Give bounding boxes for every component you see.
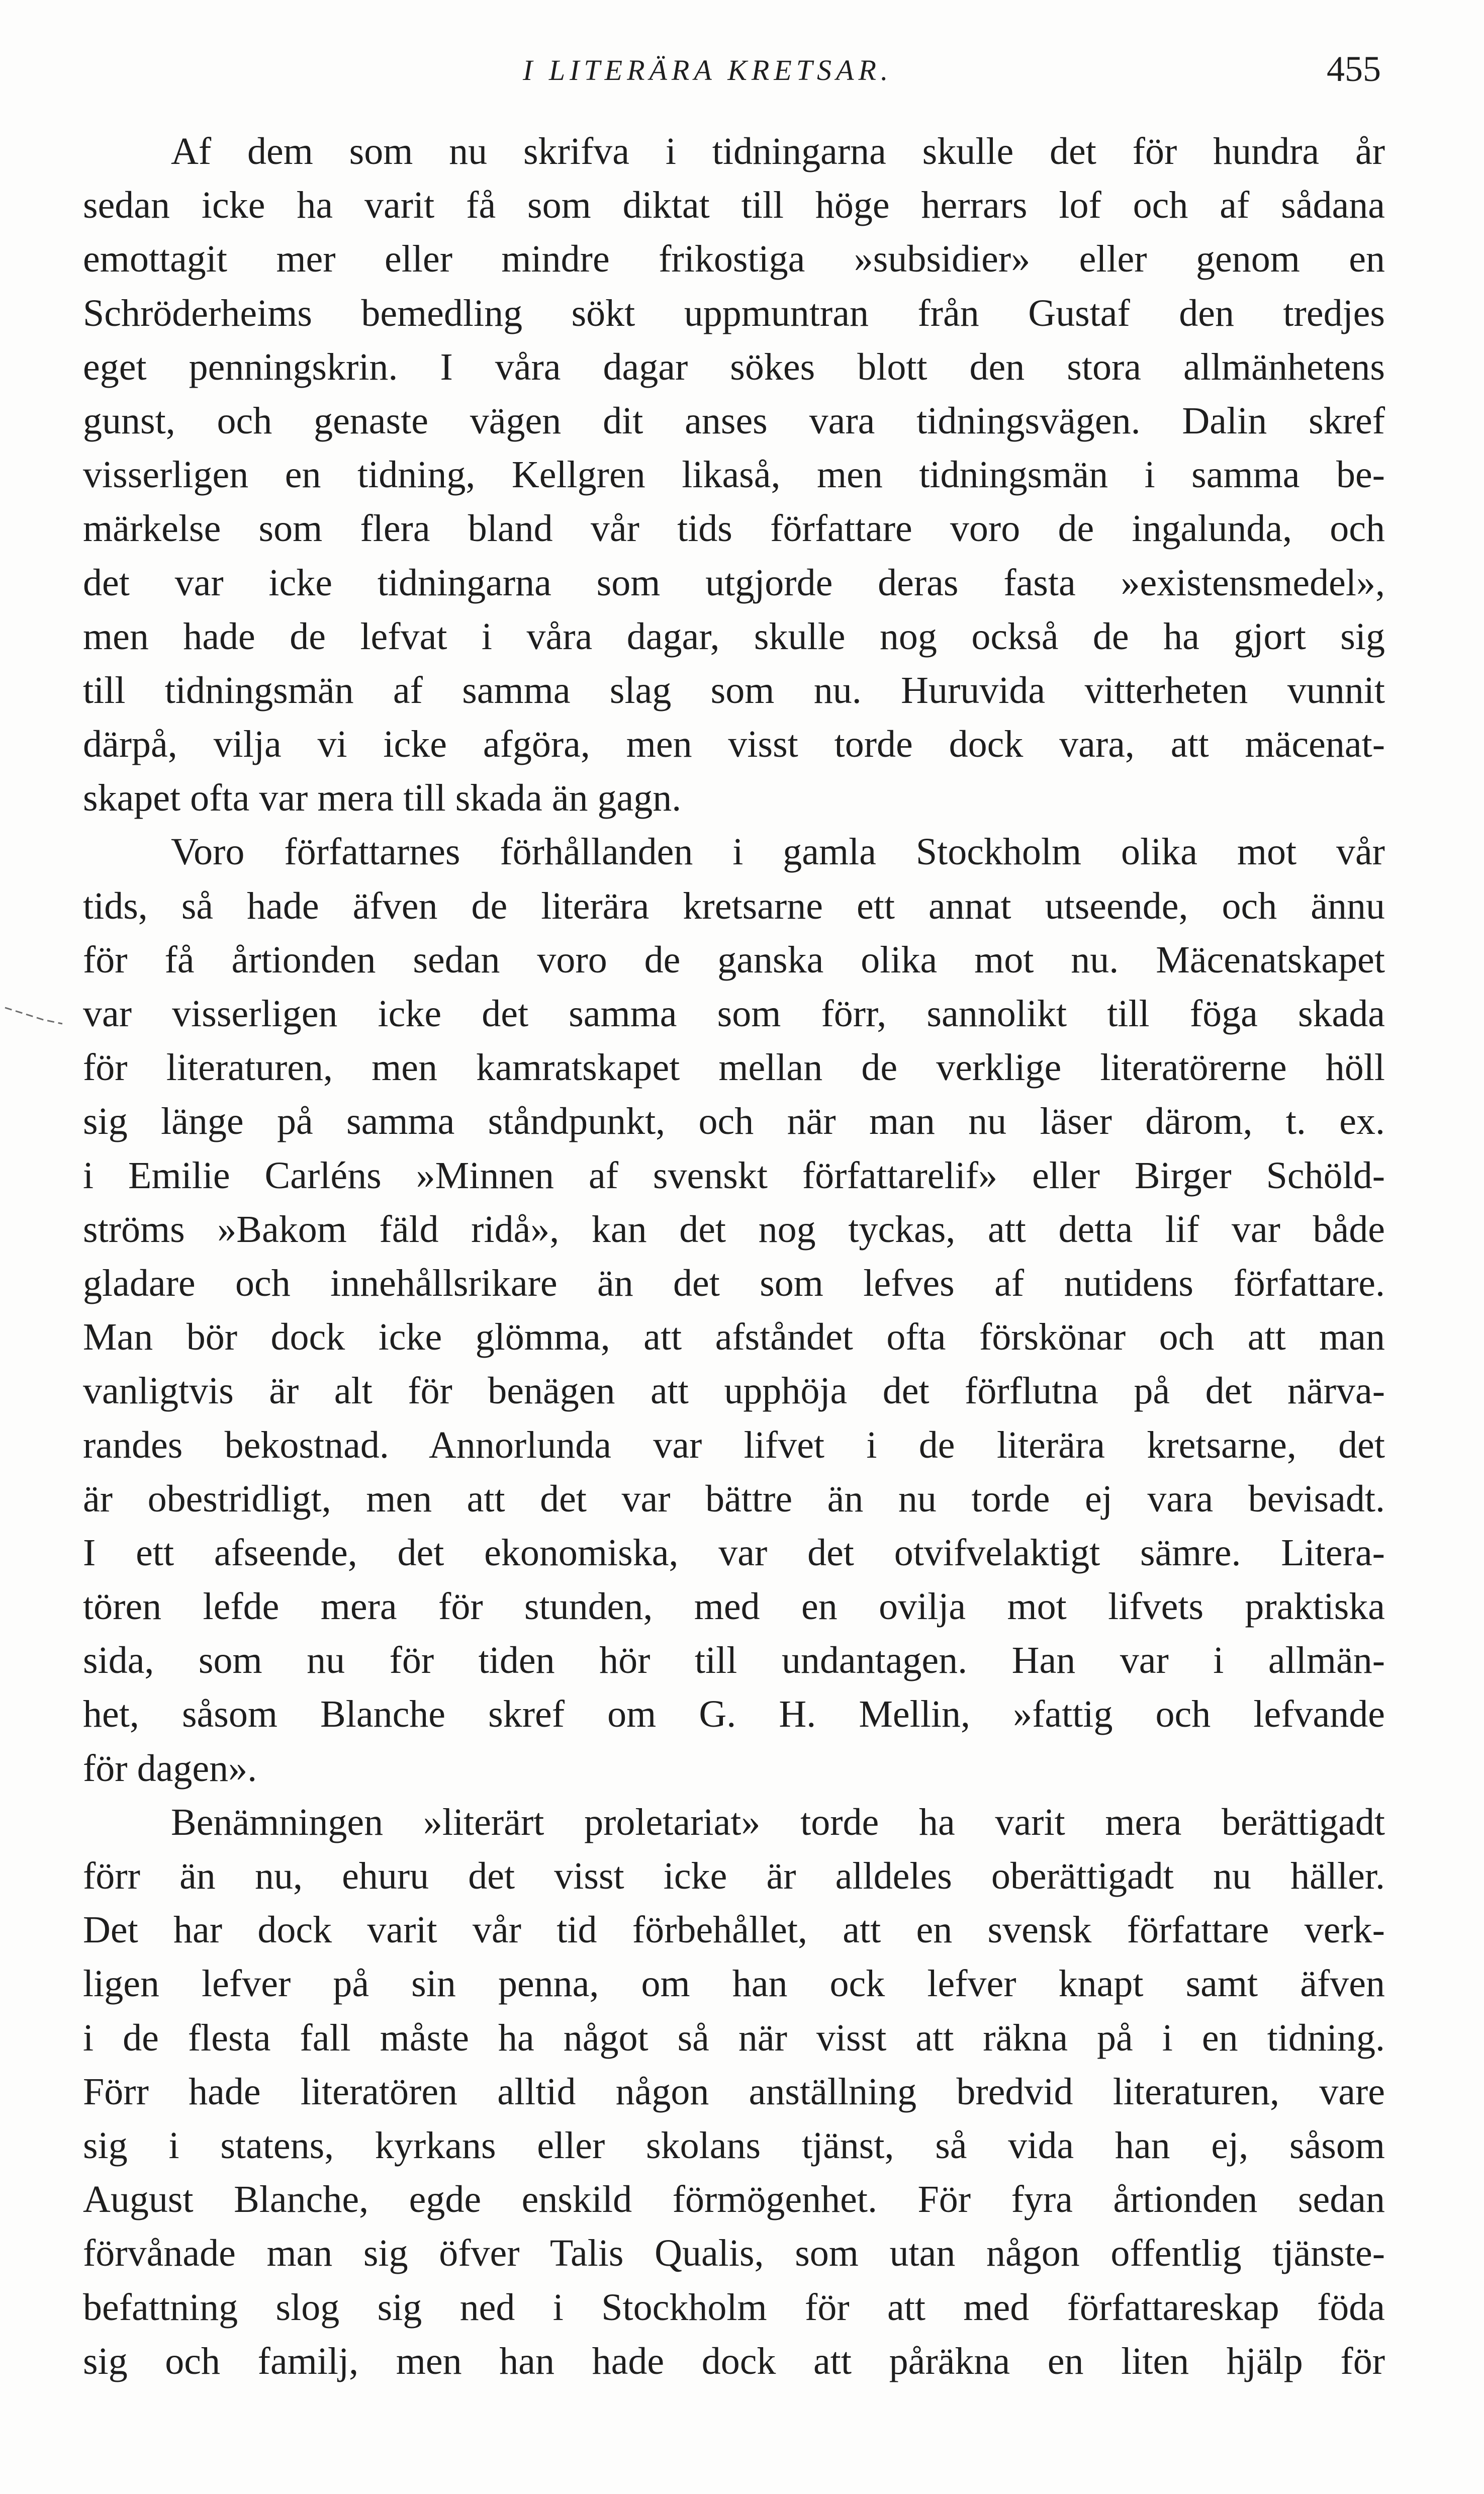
text-line: vanligtvis är alt för benägen att upphöja det förflutna på det närva- xyxy=(83,1370,1385,1412)
text-line: för dagen». xyxy=(83,1747,257,1790)
text-line: i Emilie Carléns »Minnen af svenskt författarelif» eller Birger Schöld- xyxy=(83,1154,1385,1197)
text-line: ströms »Bakom fäld ridå», kan det nog tyckas, att detta lif var både xyxy=(83,1208,1385,1251)
text-line: för få årtionden sedan voro de ganska olika mot nu. Mäcenatskapet xyxy=(83,938,1385,981)
text-line: märkelse som flera bland vår tids författare voro de ingalunda, och xyxy=(83,507,1385,550)
text-line: August Blanche, egde enskild förmögenhet. För fyra årtionden sedan xyxy=(83,2178,1385,2221)
text-line: till tidningsmän af samma slag som nu. Huruvida vitterheten vunnit xyxy=(83,669,1385,711)
paragraph xyxy=(83,125,1385,825)
text-line: men hade de lefvat i våra dagar, skulle nog också de ha gjort sig xyxy=(83,615,1385,658)
text-line: är obestridligt, men att det var bättre än nu torde ej vara bevisadt. xyxy=(83,1477,1385,1520)
text-line: sig länge på samma ståndpunkt, och när man nu läser därom, t. ex. xyxy=(83,1100,1385,1143)
text-line: därpå, vilja vi icke afgöra, men visst torde dock vara, att mäcenat- xyxy=(83,723,1385,766)
text-line: förvånade man sig öfver Talis Qualis, som utan någon offentlig tjänste- xyxy=(83,2232,1385,2275)
text-line: sig och familj, men han hade dock att påräkna en liten hjälp för xyxy=(83,2340,1385,2382)
page-number: 455 xyxy=(1327,49,1381,89)
text-line: Man bör dock icke glömma, att afståndet ofta förskönar och att man xyxy=(83,1316,1385,1359)
text-line: Förr hade literatören alltid någon anställning bredvid literaturen, vare xyxy=(83,2070,1385,2113)
text-line: var visserligen icke det samma som förr, sannolikt till föga skada xyxy=(83,993,1385,1035)
text-line: visserligen en tidning, Kellgren likaså, men tidningsmän i samma be- xyxy=(83,454,1385,496)
text-line: förr än nu, ehuru det visst icke är alldeles oberättigadt nu häller. xyxy=(83,1855,1385,1897)
text-line: skapet ofta var mera till skada än gagn. xyxy=(83,777,682,820)
text-line: I ett afseende, det ekonomiska, var det otvifvelaktigt sämre. Litera- xyxy=(83,1531,1385,1574)
text-body xyxy=(83,125,1385,2388)
text-line: Benämningen »literärt proletariat» torde ha varit mera berättigadt xyxy=(171,1801,1385,1843)
text-line: ligen lefver på sin penna, om han ock lefver knapt samt äfven xyxy=(83,1963,1385,2005)
text-line: tids, så hade äfven de literära kretsarne ett annat utseende, och ännu xyxy=(83,884,1385,927)
text-line: tören lefde mera för stunden, med en ovilja mot lifvets praktiska xyxy=(83,1585,1385,1628)
text-line: sedan icke ha varit få som diktat till höge herrars lof och af sådana xyxy=(83,184,1385,227)
paragraph xyxy=(83,825,1385,1795)
paragraph xyxy=(83,1796,1385,2388)
text-line: i de flesta fall måste ha något så när visst att räkna på i en tidning. xyxy=(83,2016,1385,2059)
text-line: sig i statens, kyrkans eller skolans tjänst, så vida han ej, såsom xyxy=(83,2124,1385,2167)
text-line: Det har dock varit vår tid förbehållet, att en svensk författare verk- xyxy=(83,1909,1385,1951)
text-line: gunst, och genaste vägen dit anses vara tidningsvägen. Dalin skref xyxy=(83,399,1385,442)
margin-pencil-mark xyxy=(4,1005,64,1025)
text-line: Af dem som nu skrifva i tidningarna skulle det för hundra år xyxy=(171,130,1385,172)
text-line: het, såsom Blanche skref om G. H. Mellin, »fattig och lefvande xyxy=(83,1693,1385,1736)
text-line: gladare och innehållsrikare än det som lefves af nutidens författare. xyxy=(83,1262,1385,1304)
text-line: Schröderheims bemedling sökt uppmuntran från Gustaf den tredjes xyxy=(83,292,1385,334)
running-title: I LITERÄRA KRETSAR. xyxy=(523,54,893,86)
text-line: för literaturen, men kamratskapet mellan de verklige literatörerne höll xyxy=(83,1046,1385,1089)
text-line: randes bekostnad. Annorlunda var lifvet i de literära kretsarne, det xyxy=(83,1423,1385,1466)
text-line: sida, som nu för tiden hör till undantagen. Han var i allmän- xyxy=(83,1639,1385,1682)
text-line: det var icke tidningarna som utgjorde deras fasta »existensmedel», xyxy=(83,561,1385,604)
text-line: emottagit mer eller mindre frikostiga »subsidier» eller genom en xyxy=(83,238,1385,281)
text-line: Voro författarnes förhållanden i gamla Stockholm olika mot vår xyxy=(171,831,1385,873)
text-line: befattning slog sig ned i Stockholm för att med författareskap föda xyxy=(83,2286,1385,2329)
text-line: eget penningskrin. I våra dagar sökes blott den stora allmänhetens xyxy=(83,345,1385,388)
